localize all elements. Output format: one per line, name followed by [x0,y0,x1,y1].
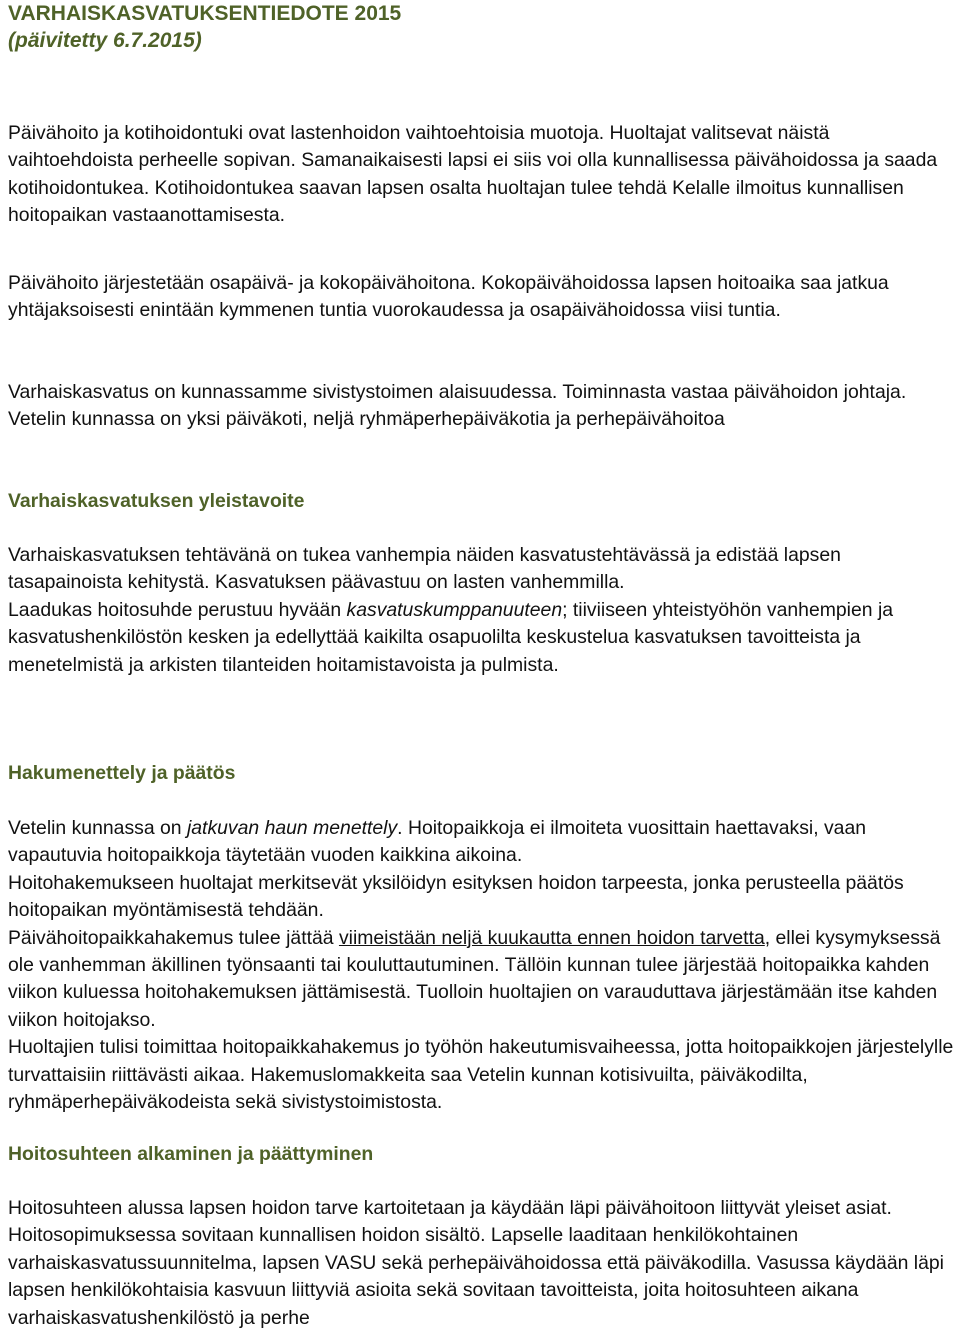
section-heading-apply: Hakumenettely ja päätös [8,762,236,784]
apply-text-3: Päivähoitopaikkahakemus tulee jättää viimeistään neljä kuukautta ennen hoidon tarvetta, ellei kysymyksessä ole vanhemman äkillinen työnsaanti tai kouluttautuminen. Tällöin kunnan tulee järjestää hoitopaikka kahden viikon kuluessa hoitohakemuksen jättämisestä. Tuolloin huoltajien on varauduttava järjestämään itse kahden viikon hoitojakso. [8,926,941,1031]
section-heading-start: Hoitosuhteen alkaminen ja päättyminen [8,1143,374,1165]
apply-text-4: Huoltajien tulisi toimittaa hoitopaikkahakemus jo työhön hakeutumisvaiheessa, jotta hoitopaikkojen järjestelylle turvattaisiin riittävästi aikaa. Hakemuslomakkeita saa Vetelin kunnan kotisivuilta, päiväkodilta, ryhmäperhepäiväkodeista sekä sivistystoimistosta. [8,1036,954,1114]
apply-paragraphs [8,815,956,1116]
kasvatuskumppanuus-term: kasvatuskumppanuuteen [346,598,563,621]
title-updated-date: (päivitetty 6.7.2015) [8,29,202,52]
deadline-underlined: viimeistään neljä kuukautta ennen hoidon tarvetta [338,926,765,949]
intro-text-1: Päivähoito ja kotihoidontuki ovat lastenhoidon vaihtoehtoisia muotoja. Huoltajat valitsevat näistä vaihtoehdoista perheelle sopivan. Samanaikaisesti lapsi ei siis voi olla kunnallisessa päivähoidossa ja saada kotihoidontukea. Kotihoidontukea saavan lapsen osalta huoltajan tulee tehdä Kelalle ilmoitus kunnallisen hoitopaikan vastaanottamisesta. [8,122,938,227]
goal-text-2: Laadukas hoitosuhde perustuu hyvään kasvatuskumppanuuteen; tiiviiseen yhteistyöhön vanhempien ja kasvatushenkilöstön kesken ja edellyttää kaikilta osapuolilta keskustelua kasvatuksen tavoitteista ja menetelmistä ja arkisten tilanteiden hoitamistavoista ja pulmista. [8,598,894,676]
continuous-application-term: jatkuvan haun menettely [186,817,398,839]
intro-text-3: Varhaiskasvatus on kunnassamme sivistystoimen alaisuudessa. Toiminnasta vastaa päivähoidon johtaja. [8,381,907,403]
apply-text-1: Vetelin kunnassa on jatkuvan haun menettely. Hoitopaikkoja ei ilmoiteta vuosittain haettavaksi, vaan vapautuvia hoitopaikkoja täytetään vuoden kaikkina aikoina. [8,817,867,867]
start-paragraph [8,1195,956,1332]
intro-text-4: Vetelin kunnassa on yksi päiväkoti, neljä ryhmäperhepäiväkotia ja perhepäivähoitoa [8,408,725,431]
intro-paragraph-1 [8,120,956,230]
apply-text-2: Hoitohakemukseen huoltajat merkitsevät yksilöidyn esityksen hoidon tarpeesta, jonka perusteella päätös hoitopaikan myöntämisestä tehdään. [8,871,904,922]
title-line-1: VARHAISKASVATUKSENTIEDOTE 2015 [8,2,402,25]
intro-text-2: Päivähoito järjestetään osapäivä- ja kokopäivähoitona. Kokopäivähoidossa lapsen hoitoaika saa jatkua yhtäjaksoisesti enintään kymmenen tuntia vuorokaudessa ja osapäivähoidossa viisi tuntia. [8,272,889,322]
document-title [8,0,401,54]
goal-text-1: Varhaiskasvatuksen tehtävänä on tukea vanhempia näiden kasvatustehtävässä ja edistää lapsen tasapainoista kehitystä. Kasvatuksen päävastuu on lasten vanhemmilla. [8,544,841,594]
intro-paragraph-3 [8,379,956,434]
goal-paragraphs [8,542,956,679]
start-text-1: Hoitosuhteen alussa lapsen hoidon tarve kartoitetaan ja käydään läpi päivähoitoon liittyvät yleiset asiat. Hoitosopimuksessa sovitaan kunnallisen hoidon sisältö. Lapselle laaditaan henkilökohtainen varhaiskasvatussuunnitelma, lapsen VASU sekä perhepäivähoidossa että päiväkodilla. Vasussa käydään läpi lapsen henkilökohtaisia kasvuun liittyviä asioita sekä sovitaan tavoitteista, joita hoitosuhteen aikana varhaiskasvatushenkilöstö ja perhe [8,1197,944,1329]
section-heading-goal: Varhaiskasvatuksen yleistavoite [8,490,305,512]
intro-paragraph-2 [8,270,956,325]
